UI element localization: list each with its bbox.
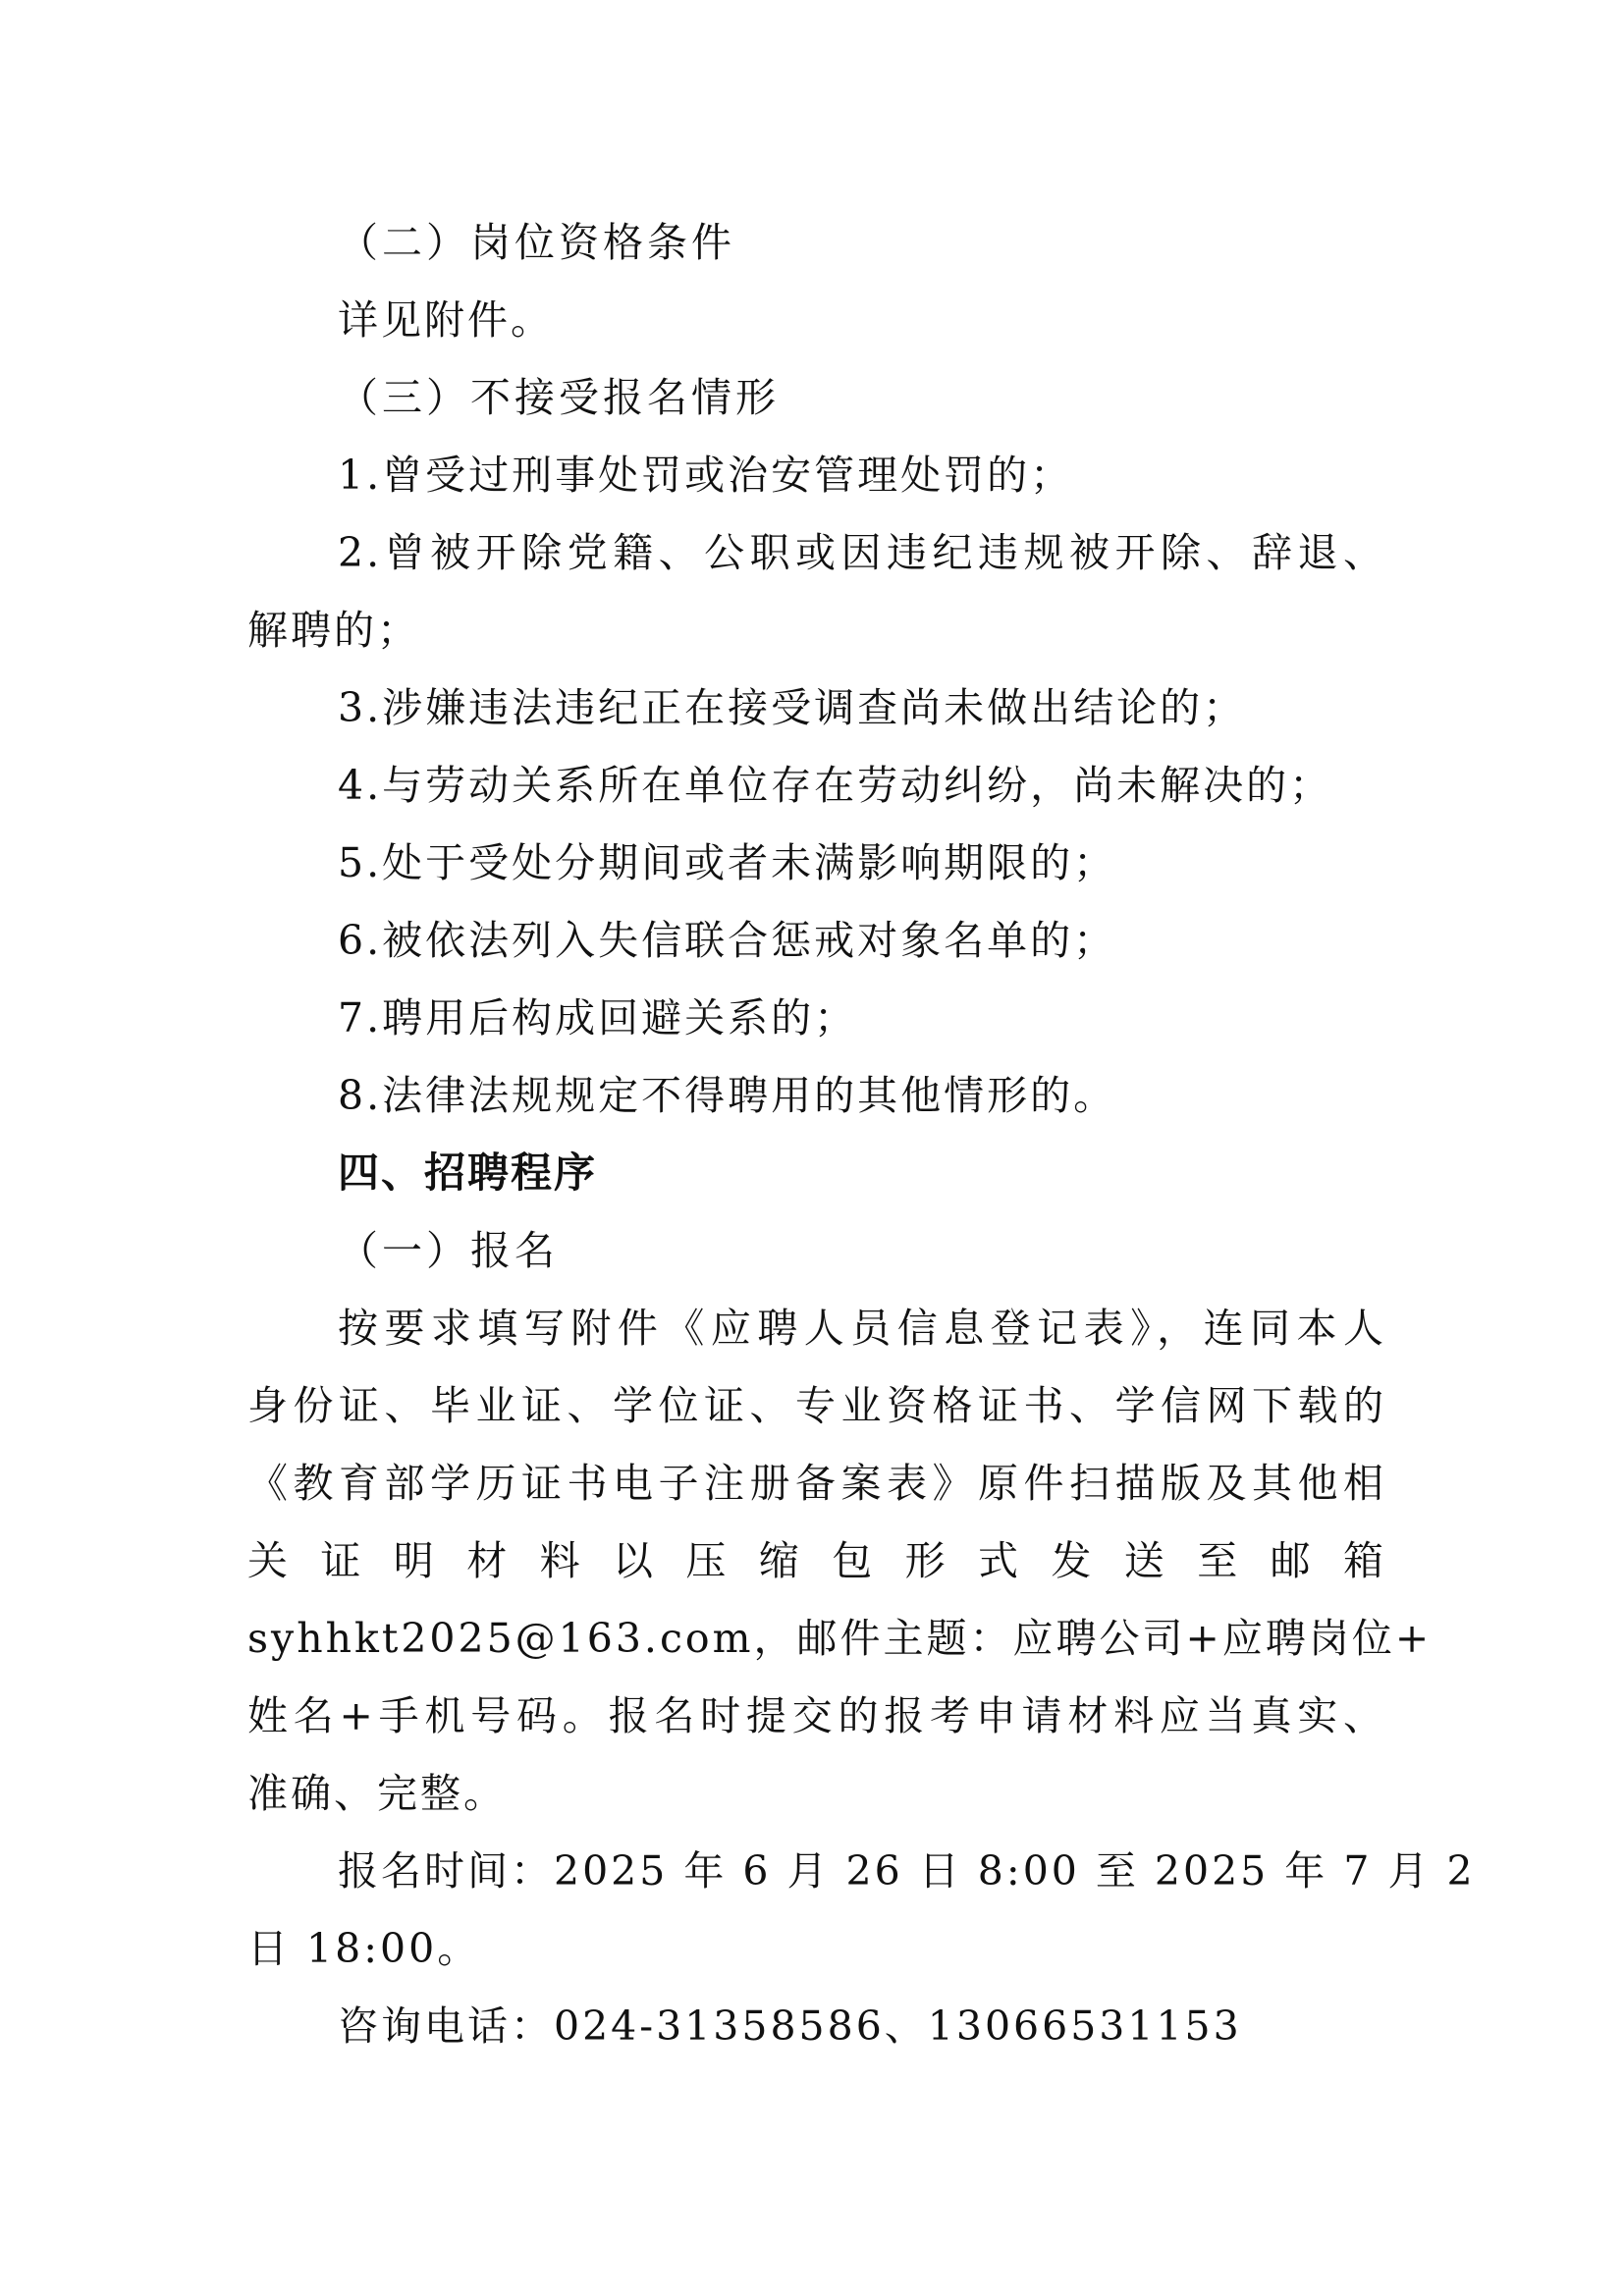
subheading-registration: （一）报名: [338, 1227, 559, 1274]
paragraph-see-attachment: 详见附件。: [338, 296, 554, 344]
list-item-2-cont: 解聘的；: [247, 607, 420, 654]
subheading-qualifications: （二）岗位资格条件: [338, 219, 735, 266]
list-item-7: 7.聘用后构成回避关系的；: [338, 994, 858, 1041]
paragraph-registration-email: syhhkt2025@163.com，邮件主题：应聘公司+应聘岗位+: [247, 1615, 1433, 1662]
consultation-phone: 咨询电话：024-31358586、13066531153: [338, 2002, 1242, 2050]
paragraph-registration-3: 《教育部学历证书电子注册备案表》原件扫描版及其他相: [247, 1460, 1386, 1507]
list-item-4: 4.与劳动关系所在单位存在劳动纠纷，尚未解决的；: [338, 762, 1333, 809]
paragraph-registration-2: 身份证、毕业证、学位证、专业资格证书、学信网下载的: [247, 1382, 1386, 1429]
list-item-3: 3.涉嫌违法违纪正在接受调查尚未做出结论的；: [338, 684, 1247, 731]
registration-time: 报名时间：2025 年 6 月 26 日 8:00 至 2025 年 7 月 2: [338, 1847, 1476, 1895]
paragraph-registration-6: 姓名+手机号码。报名时提交的报考申请材料应当真实、: [247, 1692, 1386, 1739]
list-item-5: 5.处于受处分期间或者未满影响期限的；: [338, 839, 1117, 886]
paragraph-registration-1: 按要求填写附件《应聘人员信息登记表》，连同本人: [338, 1305, 1386, 1352]
paragraph-registration-4: 关证明材料以压缩包形式发送至邮箱: [247, 1537, 1386, 1584]
list-item-8: 8.法律法规规定不得聘用的其他情形的。: [338, 1072, 1117, 1119]
paragraph-registration-7: 准确、完整。: [247, 1770, 507, 1817]
subheading-not-accepted: （三）不接受报名情形: [338, 374, 780, 421]
list-item-2: 2.曾被开除党籍、公职或因违纪违规被开除、辞退、: [338, 529, 1386, 576]
list-item-1: 1.曾受过刑事处罚或治安管理处罚的；: [338, 452, 1074, 499]
list-item-6: 6.被依法列入失信联合惩戒对象名单的；: [338, 917, 1117, 964]
registration-time-cont: 日 18:00。: [247, 1925, 481, 1972]
section-heading-recruitment-procedure: 四、招聘程序: [338, 1148, 598, 1197]
